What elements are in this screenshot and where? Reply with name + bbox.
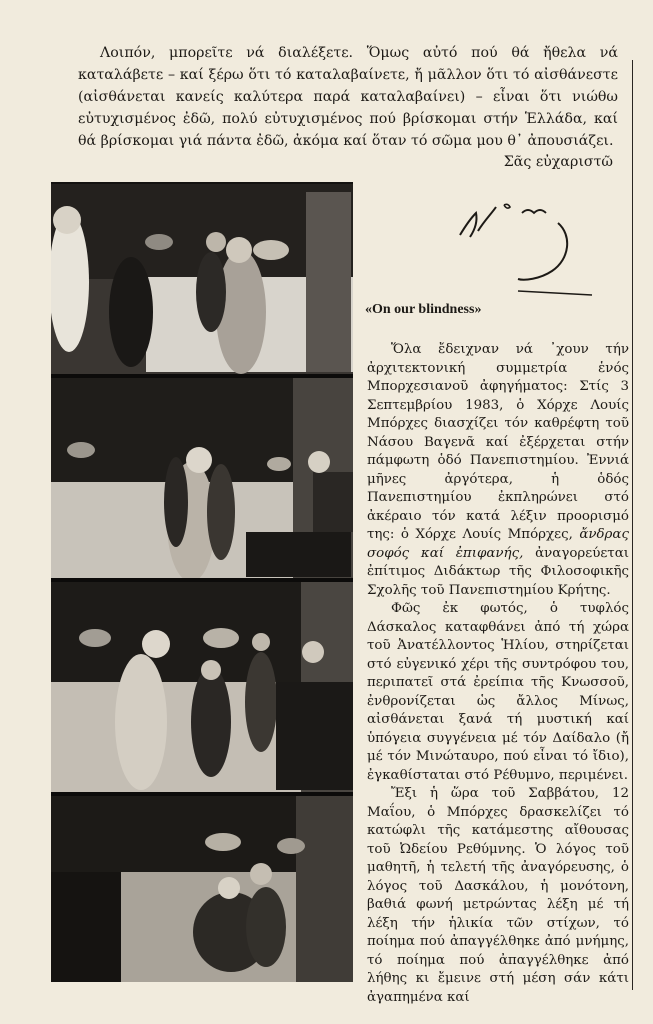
photo-strip: [51, 182, 353, 982]
article-paragraph-2: Φῶς ἐκ φωτός, ὁ τυφλός Δάσκαλος καταφθάνει ἀπό τή χώρα τοῦ Ἀνατέλλοντος Ἡλίου, στηρίζεται στό εὐγενικό χέρι τῆς συντρόφου του, περιπατεῖ στά ἐρείπια τῆς Κνωσσοῦ, ἐνθρονίζεται ὡς ἄλλος Μίνως, αἰσθάνεται ξανά τή μυστική καί ὑπόγεια συγγένεια μέ τόν Δαίδαλο (ἤ μέ τόν Μινώταυρο, πού εἶναι τό ἴδιο), ἐγκαθίσταται στό Ρέθυμνο, περιμένει.: [367, 601, 629, 783]
page-edge-line: [632, 60, 633, 990]
italic-phrase: ἄνδρας σοφός καί ἐπιφανής,: [367, 527, 629, 561]
intro-paragraph: Λοιπόν, μπορεῖτε νά διαλέξετε. Ὅμως αὐτό πού θά ἤθελα νά καταλάβετε – καί ξέρω ὅτι τό καταλαβαίνετε, ἤ μᾶλλον ὅτι τό αἰσθάνεστε (αἰσθάνεται κανείς καλύτερα παρά καταλαβαίνει) – εἶναι ὅτι νιώθω εὐτυχισμένος ἐδῶ, πολύ εὐτυχισμένος πού βρίσκομαι στήν Ἑλλάδα, καί θά βρίσκομαι γιά πάντα ἐδῶ, ἀκόμα καί ὅταν τό σῶμα μου θ᾽ ἀπουσιάζει.: [78, 45, 618, 149]
photo-frame-1: [51, 184, 353, 374]
photo-frame-2: [51, 378, 353, 582]
photo-frame-3: [51, 582, 353, 792]
closing-thanks: Σᾶς εὐχαριστῶ: [503, 154, 613, 170]
article-body: [367, 341, 629, 1007]
handwritten-signature: [452, 195, 602, 305]
article-paragraph-1: Ὅλα ἔδειχναν νά ᾽χουν τήν ἀρχιτεκτονική συμμετρία ἑνός Μπορχεσιανοῦ ἀφηγήματος: Στίς 3 Σεπτεμβρίου 1983, ὁ Χόρχε Λουίς Μπόρχες διασχίζει τόν καθρέφτη τοῦ Νάσου Βαγενᾶ καί ἐξέρχεται στήν πάμφωτη ὁδό Πανεπιστημίου. Ἐννιά μῆνες ἀργότερα, ἡ ὁδός Πανεπιστημίου ἐκπληρώνει στό ἀκέραιο τόν κατά λέξιν προορισμό της: ὁ Χόρχε Λουίς Μπόρχες, ἄνδρας σοφός καί ἐπιφανής, ἀναγορεύεται ἐπίτιμος Διδάκτωρ τῆς Φιλοσοφικῆς Σχολῆς τοῦ Πανεπιστημίου Κρήτης.: [367, 342, 629, 598]
section-title: «On our blindness»: [365, 302, 482, 317]
photo-strip-graphic: [51, 182, 353, 982]
article-paragraph-3: Ἔξι ἡ ὥρα τοῦ Σαββάτου, 12 Μαΐου, ὁ Μπόρχες δρασκελίζει τό κατώφλι τῆς κατάμεστης αἴθουσας τοῦ Ὠδείου Ρεθύμνης. Ὁ λόγος τοῦ μαθητῆ, ἡ τελετή τῆς ἀναγόρευσης, ὁ λόγος τοῦ Δασκάλου, ἡ μονότονη, βαθιά φωνή μετρώντας λέξη μέ τή λέξη τήν ἡλικία τῶν στίχων, τό ποίημα πού ἀπαγγέλθηκε ἀπό μνήμης, τό ποίημα πού ἀπαγγέλθηκε ἀπό λήθης κι ἔμεινε στή μέση σάν κάτι ἀγαπημένα καί: [367, 786, 629, 1005]
photo-frame-4: [51, 796, 353, 982]
signature-graphic: [452, 195, 602, 305]
